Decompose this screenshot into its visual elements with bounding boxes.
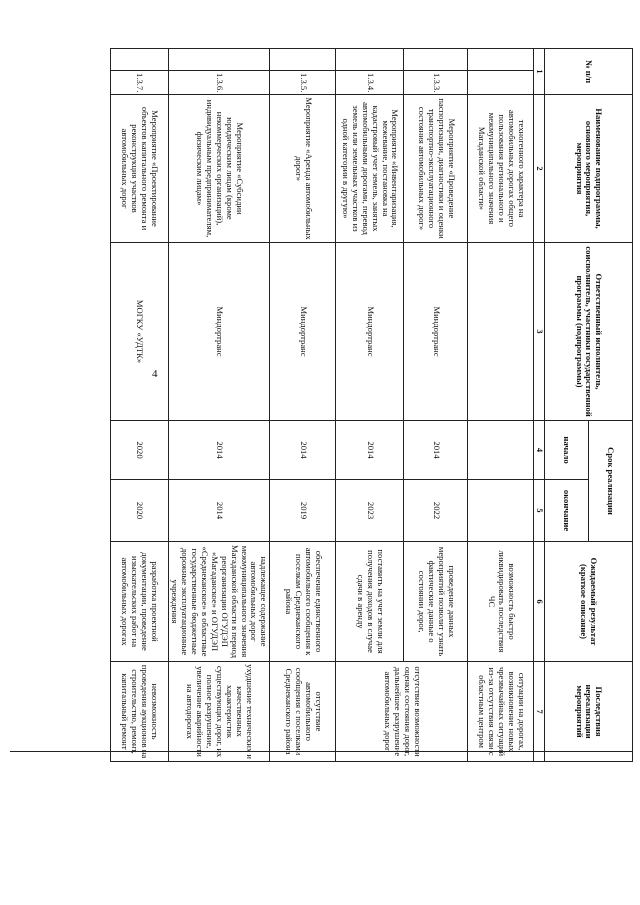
table-row: [404, 49, 468, 762]
table-row: [270, 49, 336, 762]
header-num: № п/п: [545, 49, 633, 95]
table-row: [168, 49, 270, 762]
row-start: 2014: [168, 421, 270, 480]
rotated-table-wrapper: [117, 48, 633, 761]
row-name: Мероприятие «Субсидии юридическим лицам (кроме некоммерческих организаций), индивидуальным предпринимателям, физическим лицам»: [168, 95, 270, 243]
row-num: [468, 71, 534, 95]
page-number: 4: [152, 368, 158, 380]
header-end: окончание: [545, 480, 589, 542]
row-result: обеспечение единственного автомобильного сообщения к поселкам Среднеканского района: [270, 542, 336, 662]
row-spacer: [270, 49, 336, 71]
row-end: 2019: [270, 480, 336, 542]
row-start: 2014: [404, 421, 468, 480]
header-row: [589, 49, 633, 762]
row-end: 2023: [336, 480, 404, 542]
row-end: 2014: [168, 480, 270, 542]
row-name: техногенного характера на автомобильных дорогах общего пользования регионального и межмуниципального значения Магаданской области»: [468, 95, 534, 243]
row-name: Мероприятие «Инвентаризация, межевание, постановка на кадастровый учет земель, занятых автомобильными дорогами, перевод земель или земельных участков из одной категории в другую»: [336, 95, 404, 243]
header-start: начало: [545, 421, 589, 480]
row-name: Мероприятие «Проектирование объектов капитального ремонта и реконструкция участков автомобильных дорог: [110, 95, 168, 243]
row-num: 1.3.4.: [336, 71, 404, 95]
row-result: надлежащее содержание автомобильных дорог межмуниципального значения Магаданской области в период реорганизации ОГУДЭП «Магаданское» и ОГУДЭП «Среднеканское» в областные государственные бюджетные дорожные эксплуатационные учреждения: [168, 542, 270, 662]
row-result: разработка проектной документации, проведение изыскательских работ на автомобильных дорогах: [110, 542, 168, 662]
col-index-2: 2: [534, 95, 545, 243]
row-end: 2022: [404, 480, 468, 542]
row-executor: Миндортранс: [270, 243, 336, 421]
row-start: 2014: [336, 421, 404, 480]
col-index-4: 4: [534, 421, 545, 480]
row-num: 1.3.7.: [110, 71, 168, 95]
row-name: Мероприятие «Проведение паспортизации, диагностики и оценки транспортно-эксплуатационного состояния автомобильных дорог»: [404, 95, 468, 243]
header-result: Ожидаемый результат (краткое описание): [545, 542, 633, 662]
header-name: Наименование подпрограммы, основного мероприятия, мероприятия: [545, 95, 633, 243]
row-executor: Миндортранс: [168, 243, 270, 421]
column-index-row: [534, 49, 545, 762]
col-index-6: 6: [534, 542, 545, 662]
header-period: Срок реализации: [589, 421, 633, 542]
row-executor: Миндортранс: [404, 243, 468, 421]
row-start: 2014: [270, 421, 336, 480]
row-consequences: отсутствие возможности оценки состояния дорог, дальнейшее разрушение автомобильных дорог: [336, 662, 468, 762]
row-spacer: [336, 49, 404, 71]
row-start: 2020: [110, 421, 168, 480]
row-start: [468, 421, 534, 480]
header-consequences: Последствия нереализации мероприятий: [545, 662, 633, 762]
row-spacer: [404, 49, 468, 71]
row-num: 1.3.3.: [404, 71, 468, 95]
row-spacer: [110, 49, 168, 71]
row-num: 1.3.6.: [168, 71, 270, 95]
table-row: [468, 49, 534, 762]
row-spacer: [168, 49, 270, 71]
horizontal-rule: [10, 751, 632, 752]
header-executor: Ответственный исполнитель, соисполнитель, участники государственной программы (подпрограммы): [545, 243, 633, 421]
row-executor: Миндортранс: [336, 243, 404, 421]
measures-table: [110, 48, 633, 762]
row-executor: МОГКУ «УДТК»: [110, 243, 168, 421]
row-end: [468, 480, 534, 542]
row-consequences: отсутствие автомобильного сообщения с поселками Среднеканского района: [270, 662, 336, 762]
row-consequences: ухудшение технических и качественных характеристик существующих дорог, их полное разрушение, увеличение аварийности на автодорогах: [168, 662, 270, 762]
row-consequences: ситуации на дорогах, возникновение новых чрезвычайных ситуаций из-за отсутствия связи с областным центром: [468, 662, 534, 762]
row-num: 1.3.5.: [270, 71, 336, 95]
row-executor: [468, 243, 534, 421]
row-spacer: [468, 49, 534, 71]
col-index-5: 5: [534, 480, 545, 542]
row-consequences: невозможность проведения аукционов на строительство, ремонт, капитальный ремонт: [110, 662, 168, 762]
table-row: [110, 49, 168, 762]
col-index-3: 3: [534, 243, 545, 421]
col-index-7: 7: [534, 662, 545, 762]
row-result: поставить на учет земли для получения доходов в случае сдачи в аренду: [336, 542, 404, 662]
row-name: Мероприятие «Аренда автомобильных дорог»: [270, 95, 336, 243]
col-index-1: 1: [534, 49, 545, 95]
row-result: проведение данных мероприятий позволит узнать фактические данные о состоянии дорог,: [404, 542, 468, 662]
row-result: возможность быстро ликвидировать последствия ЧС: [468, 542, 534, 662]
row-end: 2020: [110, 480, 168, 542]
table-row: [336, 49, 404, 762]
